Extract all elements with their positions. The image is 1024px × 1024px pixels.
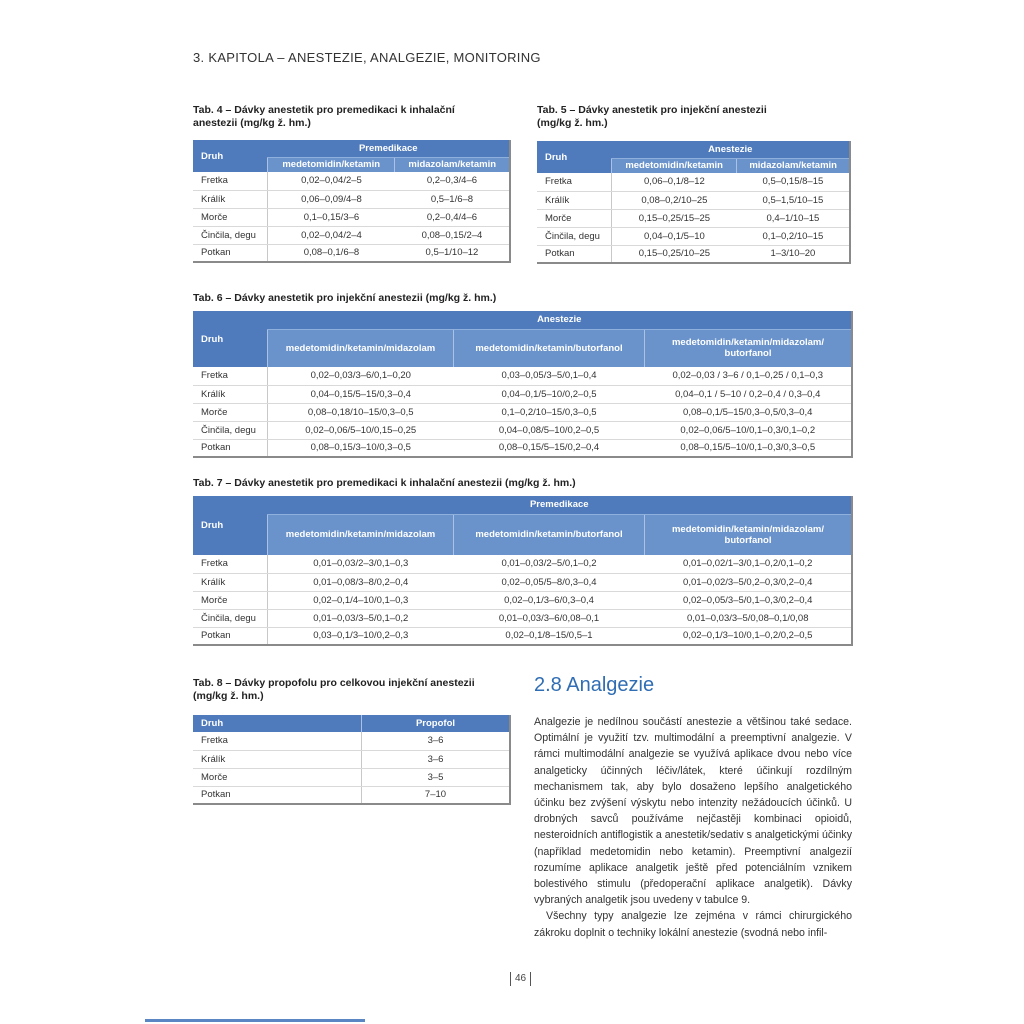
value-cell: 0,01–0,03/2–3/0,1–0,3 bbox=[268, 555, 454, 573]
species-cell: Morče bbox=[193, 768, 362, 786]
value-cell: 0,1–0,2/10–15/0,3–0,5 bbox=[454, 403, 645, 421]
column-header: medetomidin/ketamin/midazolam bbox=[268, 514, 454, 555]
value-cell: 0,15–0,25/10–25 bbox=[612, 245, 737, 263]
tab5-table bbox=[537, 141, 851, 264]
value-cell: 0,1–0,15/3–6 bbox=[268, 208, 395, 226]
value-cell: 0,02–0,03 / 3–6 / 0,1–0,25 / 0,1–0,3 bbox=[645, 367, 853, 385]
table-row bbox=[193, 732, 510, 750]
value-cell: 0,2–0,3/4–6 bbox=[395, 172, 510, 190]
species-cell: Činčila, degu bbox=[193, 421, 268, 439]
value-cell: 0,01–0,03/3–6/0,08–0,1 bbox=[454, 609, 645, 627]
value-cell: 0,5–1/6–8 bbox=[395, 190, 510, 208]
table-row bbox=[193, 573, 852, 591]
group-header: Premedikace bbox=[268, 496, 853, 514]
table-row bbox=[193, 244, 510, 262]
species-cell: Králík bbox=[193, 190, 268, 208]
group-header: Anestezie bbox=[612, 141, 851, 158]
table-row bbox=[193, 439, 852, 457]
group-header: Premedikace bbox=[268, 140, 511, 157]
value-cell: 0,01–0,03/3–5/0,1–0,2 bbox=[268, 609, 454, 627]
column-header: medetomidin/ketamin bbox=[612, 158, 737, 173]
value-cell: 0,5–0,15/8–15 bbox=[737, 173, 850, 191]
species-cell: Králík bbox=[537, 191, 612, 209]
table-row bbox=[537, 209, 850, 227]
value-cell: 0,06–0,1/8–12 bbox=[612, 173, 737, 191]
species-cell: Potkan bbox=[537, 245, 612, 263]
tab7-table bbox=[193, 496, 853, 646]
table-row bbox=[193, 786, 510, 804]
column-header-line2: butorfanol bbox=[724, 348, 772, 360]
tab8-caption-line1: Tab. 8 – Dávky propofolu pro celkovou injekční anestezii bbox=[193, 677, 475, 689]
value-cell: 0,02–0,04/2–5 bbox=[268, 172, 395, 190]
tab6-caption: Tab. 6 – Dávky anestetik pro injekční anestezii (mg/kg ž. hm.) bbox=[193, 292, 497, 304]
druh-header: Druh bbox=[193, 311, 268, 367]
decorative-rule bbox=[145, 1019, 365, 1022]
species-cell: Morče bbox=[193, 403, 268, 421]
table-row bbox=[537, 173, 850, 191]
species-cell: Fretka bbox=[193, 555, 268, 573]
value-cell: 1–3/10–20 bbox=[737, 245, 850, 263]
value-cell: 0,08–0,15/5–10/0,1–0,3/0,3–0,5 bbox=[645, 439, 853, 457]
table-row bbox=[193, 591, 852, 609]
value-cell: 0,04–0,1 / 5–10 / 0,2–0,4 / 0,3–0,4 bbox=[645, 385, 853, 403]
value-cell: 0,04–0,1/5–10/0,2–0,5 bbox=[454, 385, 645, 403]
column-header-line1: medetomidin/ketamin/midazolam/ bbox=[671, 523, 825, 535]
table-row bbox=[193, 226, 510, 244]
value-cell: 0,02–0,03/3–6/0,1–0,20 bbox=[268, 367, 454, 385]
value-cell: 0,08–0,15/3–10/0,3–0,5 bbox=[268, 439, 454, 457]
section-body bbox=[534, 714, 852, 941]
column-header: medetomidin/ketamin bbox=[268, 157, 395, 172]
value-cell: 0,02–0,05/3–5/0,1–0,3/0,2–0,4 bbox=[645, 591, 853, 609]
tab5-caption-line1: Tab. 5 – Dávky anestetik pro injekční anestezii bbox=[537, 104, 767, 116]
table-row bbox=[537, 245, 850, 263]
value-cell: 3–6 bbox=[362, 750, 511, 768]
table-row bbox=[193, 385, 852, 403]
paragraph: Všechny typy analgezie lze zejména v rámci chirurgického zákroku doplnit o techniky lokální anestezie (svodná nebo infil- bbox=[534, 910, 852, 939]
value-cell: 0,4–1/10–15 bbox=[737, 209, 850, 227]
species-cell: Králík bbox=[193, 385, 268, 403]
table-row bbox=[193, 609, 852, 627]
table-row bbox=[193, 421, 852, 439]
tab4-caption bbox=[193, 104, 513, 130]
value-cell: 0,04–0,1/5–10 bbox=[612, 227, 737, 245]
column-header-line2: butorfanol bbox=[724, 534, 772, 546]
species-cell: Králík bbox=[193, 573, 268, 591]
species-cell: Fretka bbox=[193, 367, 268, 385]
table-row bbox=[193, 172, 510, 190]
column-header: midazolam/ketamin bbox=[737, 158, 850, 173]
value-cell: 7–10 bbox=[362, 786, 511, 804]
chapter-heading: 3. KAPITOLA – ANESTEZIE, ANALGEZIE, MONITORING bbox=[193, 50, 541, 65]
druh-header: Druh bbox=[193, 496, 268, 555]
value-cell: 0,08–0,1/5–15/0,3–0,5/0,3–0,4 bbox=[645, 403, 853, 421]
page-number: 46 bbox=[510, 972, 531, 986]
species-cell: Fretka bbox=[193, 172, 268, 190]
value-cell: 0,04–0,08/5–10/0,2–0,5 bbox=[454, 421, 645, 439]
species-cell: Fretka bbox=[537, 173, 612, 191]
value-cell: 3–6 bbox=[362, 732, 511, 750]
value-cell: 0,08–0,2/10–25 bbox=[612, 191, 737, 209]
value-cell: 0,01–0,02/1–3/0,1–0,2/0,1–0,2 bbox=[645, 555, 853, 573]
table-row bbox=[193, 208, 510, 226]
value-cell: 0,08–0,15/2–4 bbox=[395, 226, 510, 244]
table-row bbox=[193, 403, 852, 421]
column-header bbox=[645, 329, 853, 367]
value-cell: 0,01–0,03/2–5/0,1–0,2 bbox=[454, 555, 645, 573]
value-cell: 0,08–0,15/5–15/0,2–0,4 bbox=[454, 439, 645, 457]
column-header: midazolam/ketamin bbox=[395, 157, 510, 172]
column-header: Propofol bbox=[362, 715, 511, 732]
tab5-caption bbox=[537, 104, 857, 130]
value-cell: 0,15–0,25/15–25 bbox=[612, 209, 737, 227]
value-cell: 0,1–0,2/10–15 bbox=[737, 227, 850, 245]
druh-header: Druh bbox=[193, 715, 362, 732]
tab8-caption bbox=[193, 677, 513, 703]
group-header: Anestezie bbox=[268, 311, 853, 329]
value-cell: 0,08–0,1/6–8 bbox=[268, 244, 395, 262]
species-cell: Potkan bbox=[193, 786, 362, 804]
species-cell: Morče bbox=[537, 209, 612, 227]
tab7-caption: Tab. 7 – Dávky anestetik pro premedikaci k inhalační anestezii (mg/kg ž. hm.) bbox=[193, 477, 576, 489]
species-cell: Činčila, degu bbox=[193, 226, 268, 244]
column-header-line1: medetomidin/ketamin/midazolam/ bbox=[671, 337, 825, 349]
species-cell: Potkan bbox=[193, 439, 268, 457]
species-cell: Potkan bbox=[193, 627, 268, 645]
table-row bbox=[193, 555, 852, 573]
tab5-caption-line2: (mg/kg ž. hm.) bbox=[537, 117, 608, 129]
value-cell: 0,02–0,06/5–10/0,1–0,3/0,1–0,2 bbox=[645, 421, 853, 439]
value-cell: 0,02–0,04/2–4 bbox=[268, 226, 395, 244]
value-cell: 0,02–0,1/3–10/0,1–0,2/0,2–0,5 bbox=[645, 627, 853, 645]
column-header: medetomidin/ketamin/butorfanol bbox=[454, 514, 645, 555]
value-cell: 0,01–0,03/3–5/0,08–0,1/0,08 bbox=[645, 609, 853, 627]
druh-header: Druh bbox=[193, 140, 268, 172]
value-cell: 0,02–0,06/5–10/0,15–0,25 bbox=[268, 421, 454, 439]
tab4-table bbox=[193, 140, 511, 263]
value-cell: 0,08–0,18/10–15/0,3–0,5 bbox=[268, 403, 454, 421]
value-cell: 0,04–0,15/5–15/0,3–0,4 bbox=[268, 385, 454, 403]
value-cell: 0,02–0,1/8–15/0,5–1 bbox=[454, 627, 645, 645]
value-cell: 3–5 bbox=[362, 768, 511, 786]
table-row bbox=[537, 191, 850, 209]
tab8-caption-line2: (mg/kg ž. hm.) bbox=[193, 690, 264, 702]
species-cell: Činčila, degu bbox=[537, 227, 612, 245]
value-cell: 0,2–0,4/4–6 bbox=[395, 208, 510, 226]
column-header bbox=[645, 514, 853, 555]
value-cell: 0,5–1/10–12 bbox=[395, 244, 510, 262]
species-cell: Králík bbox=[193, 750, 362, 768]
species-cell: Potkan bbox=[193, 244, 268, 262]
species-cell: Morče bbox=[193, 591, 268, 609]
tab6-table bbox=[193, 311, 853, 458]
table-row bbox=[193, 627, 852, 645]
value-cell: 0,02–0,1/4–10/0,1–0,3 bbox=[268, 591, 454, 609]
value-cell: 0,03–0,1/3–10/0,2–0,3 bbox=[268, 627, 454, 645]
tab4-caption-line2: anestezii (mg/kg ž. hm.) bbox=[193, 117, 311, 129]
species-cell: Morče bbox=[193, 208, 268, 226]
value-cell: 0,01–0,08/3–8/0,2–0,4 bbox=[268, 573, 454, 591]
tab8-table bbox=[193, 715, 511, 805]
tab4-caption-line1: Tab. 4 – Dávky anestetik pro premedikaci k inhalační bbox=[193, 104, 455, 116]
species-cell: Fretka bbox=[193, 732, 362, 750]
value-cell: 0,5–1,5/10–15 bbox=[737, 191, 850, 209]
table-row bbox=[193, 190, 510, 208]
table-row bbox=[193, 750, 510, 768]
column-header: medetomidin/ketamin/midazolam bbox=[268, 329, 454, 367]
value-cell: 0,03–0,05/3–5/0,1–0,4 bbox=[454, 367, 645, 385]
table-row bbox=[193, 367, 852, 385]
druh-header: Druh bbox=[537, 141, 612, 173]
column-header: medetomidin/ketamin/butorfanol bbox=[454, 329, 645, 367]
table-row bbox=[193, 768, 510, 786]
value-cell: 0,02–0,05/5–8/0,3–0,4 bbox=[454, 573, 645, 591]
section-title: 2.8 Analgezie bbox=[534, 674, 655, 696]
paragraph: Analgezie je nedílnou součástí anestezie a většinou také sedace. Optimální je využití tzv. multimodální a preemptivní analgezie. V rámci multimodální analgezie se využívá aplikace dvou nebo více analgeticky účinných léčiv/látek, které účinkují rozdílným mechanismem tak, aby bylo dosaženo lepšího analgetického účinku bez zvýšení výskytu nebo intenzity nežádoucích účinků. U drobných savců používáme nejčastěji kombinaci opioidů, nesteroidních antiflogistik a anestetik/sedativ s analgetickými účinky (například medetomidin nebo ketamin). Preemptivní analgezií rozumíme aplikace analgetik ještě před potenciálním vznikem bolestivého stimulu (předoperační aplikace analgetik). Dávky vybraných analgetik jsou uvedeny v tabulce 9. bbox=[534, 716, 852, 907]
table-row bbox=[537, 227, 850, 245]
value-cell: 0,02–0,1/3–6/0,3–0,4 bbox=[454, 591, 645, 609]
species-cell: Činčila, degu bbox=[193, 609, 268, 627]
value-cell: 0,06–0,09/4–8 bbox=[268, 190, 395, 208]
value-cell: 0,01–0,02/3–5/0,2–0,3/0,2–0,4 bbox=[645, 573, 853, 591]
